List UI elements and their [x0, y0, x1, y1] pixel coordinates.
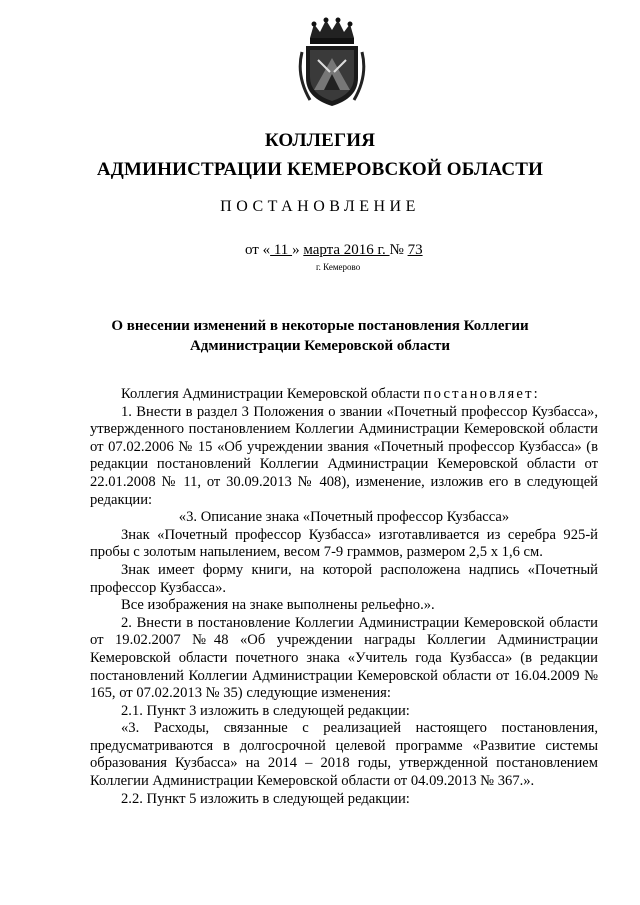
number-label: №: [389, 242, 408, 258]
paragraph-2: 2. Внести в постановление Коллегии Администрации Кемеровской области от 19.02.2007 №48 «Об учреждении награды Коллегии Администрации Кемеровской области почетного знака «Учитель года Кузбасса» (в редакции постановлений Коллегии Администрации Кемеровской области от 16.04.2009 № 165, от 07.02.2013 № 35) следующие изменения:: [90, 614, 598, 702]
intro-paragraph: [90, 386, 598, 404]
subject-line2: Администрации Кемеровской области: [189, 338, 451, 354]
paragraph-1-c: Все изображения на знаке выполнены рельефно.».: [121, 597, 435, 614]
paragraph-1-a: Знак «Почетный профессор Кузбасса» изготавливается из серебра 925-й пробы с золотым напылением, весом 7-9 граммов, размером 2,5 х 1,6 см.: [90, 526, 598, 561]
paragraph-1-title: «3. Описание знака «Почетный профессор Кузбасса»: [178, 509, 510, 526]
org-title-line1: КОЛЛЕГИЯ: [264, 130, 376, 151]
org-title-line2: АДМИНИСТРАЦИИ КЕМЕРОВСКОЙ ОБЛАСТИ: [96, 159, 544, 180]
subject-line1: О внесении изменений в некоторые постановления Коллегии: [111, 318, 529, 334]
city-label: г. Кемерово: [316, 262, 361, 272]
document-date-number: [245, 242, 423, 259]
date-prefix: от «: [245, 242, 271, 258]
paragraph-2-2: 2.2. Пункт 5 изложить в следующей редакции:: [121, 790, 410, 807]
paragraph-2-1-text: «3. Расходы, связанные с реализацией настоящего постановления, предусматриваются в долгосрочной целевой программе «Развитие системы образования Кузбасса» на 2014 – 2018 годы, утвержденной постановлением Коллегии Администрации Кемеровской области от 04.09.2013 № 367.».: [90, 720, 598, 790]
paragraph-2-1: 2.1. Пункт 3 изложить в следующей редакции:: [121, 702, 410, 719]
intro-text: Коллегия Администрации Кемеровской области: [121, 386, 424, 402]
kemerovo-coat-of-arms-icon: [296, 16, 368, 108]
document-type: ПОСТАНОВЛЕНИЕ: [220, 198, 420, 215]
date-mid: »: [292, 242, 304, 258]
paragraph-1-b: Знак имеет форму книги, на которой расположена надпись «Почетный профессор Кузбасса».: [90, 561, 598, 596]
date-month-year: марта 2016 г.: [303, 242, 390, 258]
document-body: [90, 386, 598, 808]
paragraph-1: 1. Внести в раздел 3 Положения о звании «Почетный профессор Кузбасса», утвержденного постановлением Коллегии Администрации Кемеровской области от 07.02.2006 № 15 «Об учреждении звания «Почетный профессор Кузбасса» (в редакции постановлений Коллегии Администрации Кемеровской области от 22.01.2008 № 11, от 30.09.2013 № 408), изменение, изложив его в следующей редакции:: [90, 403, 598, 508]
intro-verb: постановляет:: [423, 386, 540, 402]
number-value: 73: [407, 242, 423, 258]
date-day: 11: [270, 242, 293, 258]
